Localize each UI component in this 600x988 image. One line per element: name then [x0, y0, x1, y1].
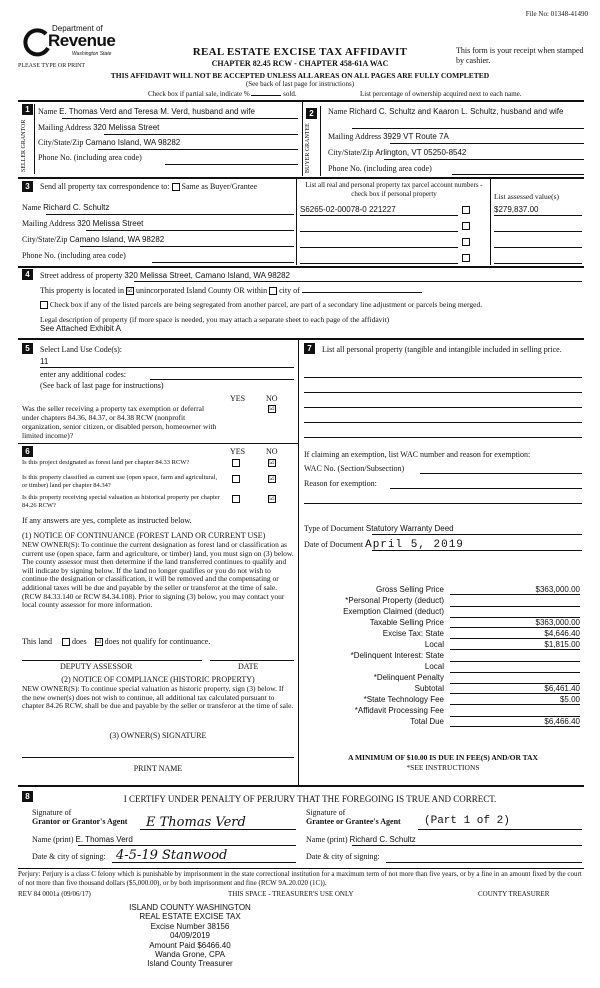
tax-row-value[interactable]	[450, 662, 580, 673]
grantor-date-field[interactable]: 4-5-19 Stanwood	[116, 848, 228, 863]
tax-row	[304, 629, 584, 640]
tax-row-label: Excise Tax: State	[382, 629, 444, 638]
does-label: does	[72, 637, 87, 646]
grantor-signature-label	[32, 808, 127, 826]
land-use-field[interactable]: 11	[40, 357, 49, 366]
tax-row	[304, 717, 584, 728]
forest-land-question: Is this project designated as forest land per chapter 84.33 RCW?	[22, 459, 190, 466]
tax-row-label: *Personal Property (deduct)	[345, 596, 444, 605]
street-address-label: Street address of property	[40, 271, 123, 280]
reason-field[interactable]	[390, 488, 582, 489]
tax-row	[304, 651, 584, 662]
stamp-line: Amount Paid $6466.40	[149, 940, 231, 950]
corr-name-label: Name	[22, 203, 42, 212]
unincorporated-label: unincorporated Island County OR within	[135, 286, 268, 295]
doc-date-field[interactable]: April 5, 2019	[365, 539, 464, 551]
dept-line1: Department of	[52, 24, 103, 33]
tax-row-value[interactable]: $6,466.40	[450, 717, 580, 727]
city-of-field[interactable]	[302, 292, 422, 293]
grantee-signature[interactable]: (Part 1 of 2)	[424, 815, 510, 827]
form-revision: REV 84 0001a (09/06/17)	[18, 890, 91, 898]
continuance-row	[22, 637, 210, 646]
additional-codes-label: enter any additional codes:	[40, 370, 126, 379]
tax-row-value[interactable]: $5.00	[450, 695, 580, 705]
sold-label: sold.	[283, 90, 297, 98]
unincorporated-checkbox[interactable]: ☑	[127, 288, 133, 295]
land-use-instructions: (See back of last page for instructions)	[40, 381, 164, 390]
qualify-label: qualify for continuance.	[133, 637, 211, 646]
tax-calculation-table	[304, 585, 584, 728]
treasurer-stamp	[110, 903, 270, 969]
corr-mail-label: Mailing Address	[22, 219, 76, 228]
buyer-mail-label: Mailing Address	[328, 132, 382, 141]
parcel-header: List all real and personal property tax parcel account numbers - check box if personal property	[305, 181, 483, 198]
county-treasurer-label: COUNTY TREASURER	[478, 890, 550, 898]
tax-row	[304, 596, 584, 607]
this-land-label: This land	[22, 637, 52, 646]
dept-line3: Washington State	[72, 51, 112, 57]
seller-city-row	[38, 138, 180, 147]
file-number: File No: 01348-41490	[525, 10, 588, 18]
corr-name-field[interactable]: Richard C. Schultz	[43, 203, 110, 212]
does-not-label: does not	[104, 637, 132, 646]
s6-yes-header: YES	[230, 447, 246, 456]
forest-yes-checkbox[interactable]	[232, 458, 240, 467]
seller-phone-label: Phone No. (including area code)	[38, 153, 142, 162]
assessor-date-label: DATE	[238, 662, 259, 671]
owner-signature-field[interactable]	[22, 757, 294, 758]
current-use-no-checkbox[interactable]: ☑	[269, 476, 275, 483]
personal-property-label: List all personal property (tangible and intangible included in selling price.	[322, 345, 562, 354]
tax-row-label: Total Due	[410, 717, 444, 726]
wac-field[interactable]	[420, 473, 582, 474]
seller-mail-field[interactable]: 320 Melissa Street	[93, 123, 160, 132]
send-correspondence-label: Send all property tax correspondence to:	[40, 182, 170, 191]
additional-codes-field[interactable]	[150, 379, 294, 380]
section-6-badge: 6	[22, 446, 33, 457]
tax-row-value[interactable]	[450, 706, 580, 717]
same-as-buyer-label: Same as Buyer/Grantee	[181, 182, 258, 191]
stamp-line: 04/09/2019	[169, 931, 211, 941]
personal-property-checkbox-3[interactable]	[462, 237, 470, 246]
street-address-row	[40, 271, 290, 280]
tax-row-value[interactable]	[450, 673, 580, 684]
reason-label: Reason for exemption:	[304, 479, 377, 488]
personal-property-checkbox-4[interactable]	[462, 253, 470, 262]
receipt-note: This form is your receipt when stamped by cashier.	[456, 46, 584, 65]
street-address-field[interactable]: 320 Melissa Street, Camano Island, WA 98282	[124, 271, 290, 280]
corr-city-row	[22, 235, 164, 244]
certify-statement: I CERTIFY UNDER PENALTY OF PERJURY THAT THE FOREGOING IS TRUE AND CORRECT.	[123, 794, 497, 804]
seller-phone-field[interactable]	[165, 164, 298, 165]
buyer-phone-label: Phone No. (including area code)	[328, 164, 432, 173]
notice-compliance-title: (2) NOTICE OF COMPLIANCE (HISTORIC PROPERTY)	[61, 675, 255, 684]
section-1-badge: 1	[22, 104, 33, 115]
if-any-yes-note: If any answers are yes, complete as instructed below.	[22, 516, 192, 525]
historical-yes-checkbox[interactable]	[232, 494, 240, 503]
exemption-question: Was the seller receiving a property tax exemption or deferral under chapters 84.36, 84.37, or 84.38 RCW (nonprofit organization, senior citizen, or disabled person, homeowner with limited income)?	[22, 404, 217, 440]
deputy-assessor-label: DEPUTY ASSESSOR	[60, 662, 133, 671]
tax-row	[304, 673, 584, 684]
tax-row-value[interactable]: $363,000.00	[450, 618, 580, 628]
tax-row-value[interactable]	[450, 596, 580, 607]
same-as-buyer-checkbox[interactable]	[172, 183, 180, 191]
corr-city-label: City/State/Zip	[22, 235, 68, 244]
buyer-city-field[interactable]: Arlington, VT 05250-8542	[375, 148, 467, 157]
tax-row	[304, 618, 584, 629]
corr-phone-label: Phone No. (including area code)	[22, 251, 126, 260]
print-name-label: PRINT NAME	[133, 764, 183, 773]
tax-row-label: Local	[424, 662, 444, 671]
city-of-label: city of	[279, 286, 300, 295]
doc-type-row	[304, 524, 454, 533]
buyer-name-field[interactable]: Richard C. Schultz and Kaaron L. Schultz, husband and wife	[349, 107, 564, 116]
tax-row-label: *State Technology Fee	[363, 695, 444, 704]
seller-name-label: Name	[38, 107, 58, 116]
buyer-grantee-label: BUYER GRANTEE	[305, 123, 311, 173]
tax-row-value[interactable]: $6,461.40	[450, 684, 580, 694]
owner-signature-label: (3) OWNER(S) SIGNATURE	[109, 731, 207, 740]
wac-label: WAC No. (Section/Subsection)	[304, 464, 405, 473]
grantee-sig-label-1: Signature of	[306, 808, 346, 817]
grantor-date-label: Date & city of signing:	[32, 852, 106, 861]
segregated-label: Check box if any of the listed parcels are being segregated from another parcel, are part of a secondary line adjustment or parcels being merged.	[49, 300, 483, 309]
notice-continuance-title: (1) NOTICE OF CONTINUANCE (FOREST LAND OR CURRENT USE)	[22, 531, 266, 540]
seller-city-label: City/State/Zip	[38, 138, 84, 147]
tax-row-label: Gross Selling Price	[375, 585, 444, 594]
stamp-line: Excise Number 38156	[150, 921, 230, 931]
tax-row-value[interactable]	[450, 607, 580, 618]
doc-type-label: Type of Document	[304, 524, 364, 533]
seller-grantor-label: SELLER GRANTOR	[21, 119, 27, 172]
personal-property-checkbox-1[interactable]	[462, 205, 470, 214]
grantee-signature-label	[306, 808, 401, 826]
segregated-row	[40, 300, 482, 309]
segregated-checkbox[interactable]	[40, 301, 48, 309]
please-type-note: PLEASE TYPE OR PRINT	[18, 63, 86, 69]
corr-phone-field[interactable]	[152, 262, 294, 263]
seller-city-field[interactable]: Camano Island, WA 98282	[85, 138, 181, 147]
legal-description-field[interactable]: See Attached Exhibit A	[40, 324, 121, 333]
tax-row	[304, 684, 584, 695]
tax-row	[304, 640, 584, 651]
seller-mail-row	[38, 123, 159, 132]
personal-property-checkbox-2[interactable]	[462, 221, 470, 230]
doc-date-label: Date of Document	[304, 540, 364, 549]
tax-row-label: *Affidavit Processing Fee	[354, 706, 444, 715]
tax-row-label: Taxable Selling Price	[369, 618, 444, 627]
department-of-revenue-logo	[22, 22, 132, 64]
perjury-note: Perjury: Perjury is a class C felony which is punishable by imprisonment in the state correctional institution for a maximum term of not more than five years, or by a fine in an amount fixed by the court of not more than five thousand dollars ($5,000.00), or by both imprisonment and fine (RCW 9A.20.020 (1C)).	[18, 870, 582, 887]
stamp-line: Wanda Grone, CPA	[155, 950, 225, 960]
buyer-name-label: Name	[328, 107, 348, 116]
stamp-line: Island County Treasurer	[147, 959, 233, 969]
seller-mail-label: Mailing Address	[38, 123, 92, 132]
buyer-name-row	[328, 107, 586, 117]
treasurer-use-label: THIS SPACE - TREASURER'S USE ONLY	[228, 890, 354, 898]
tax-row-label: Local	[424, 640, 444, 649]
buyer-mail-field[interactable]: 3929 VT Route 7A	[383, 132, 449, 141]
warning-banner: THIS AFFIDAVIT WILL NOT BE ACCEPTED UNLESS ALL AREAS ON ALL PAGES ARE FULLY COMPLETED	[110, 71, 490, 80]
grantor-sig-label-1: Signature of	[32, 808, 72, 817]
current-use-yes-checkbox[interactable]	[232, 474, 240, 483]
corr-name-row	[22, 203, 109, 212]
stamp-line: REAL ESTATE EXCISE TAX	[139, 912, 241, 922]
tax-row	[304, 695, 584, 706]
current-use-question: Is this property classified as current use (open space, farm and agricultural, or timber) land per chapter 84.34?	[22, 474, 218, 489]
form-subtitle: CHAPTER 82.45 RCW - CHAPTER 458-61A WAC	[211, 59, 389, 68]
s5-yes-header: YES	[230, 394, 246, 403]
historical-question: Is this property receiving special valuation as historical property per chapter 84.26 RCW?	[22, 494, 220, 509]
send-correspondence-row	[40, 182, 257, 191]
tax-row-value[interactable]	[450, 651, 580, 662]
tax-row-label: *Delinquent Interest: State	[350, 651, 444, 660]
tax-row	[304, 662, 584, 673]
buyer-city-label: City/State/Zip	[328, 148, 374, 157]
corr-mail-row	[22, 219, 143, 228]
partial-percent-field[interactable]	[251, 95, 281, 96]
tax-row	[304, 706, 584, 717]
partial-sale-label: Check box if partial sale, indicate %	[148, 90, 250, 98]
exemption-label: If claiming an exemption, list WAC number and reason for exemption:	[304, 450, 531, 459]
section-4-badge: 4	[22, 269, 33, 280]
notice-compliance-text: NEW OWNER(S): To continue special valuation as historic property, sign (3) below. If the new owner(s) does not wish to continue, all additional tax calculated pursuant to chapter 84.26 RCW, shall be due and payable by the seller or transferor at the time of sale.	[22, 684, 294, 711]
tax-row-label: Exemption Claimed (deduct)	[343, 607, 444, 616]
tax-row-label: *Delinquent Penalty	[373, 673, 444, 682]
tax-row-value[interactable]: $4,646.40	[450, 629, 580, 639]
city-of-checkbox[interactable]	[269, 287, 277, 295]
dept-line2: Revenue	[48, 31, 116, 50]
location-row	[40, 286, 422, 295]
corr-mail-field[interactable]: 320 Melissa Street	[77, 219, 144, 228]
partial-sale-row	[148, 90, 297, 98]
notice-continuance-text: NEW OWNER(S): To continue the current designation as forest land or classification as current use (open space, farm and agriculture, or timber) land, you must sign on (3) below. The county assessor must then determine if the land transferred continues to qualify and will indicate by signing below. If the land no longer qualifies or you do not wish to continue the designation or classification, it will be removed and the compensating or additional taxes will be due and payable by the seller or transferor at the time of sale. (RCW 84.33.140 or RCW 84.34.108). Prior to signing (3) below, you may contact your local county assessor for more information.	[22, 540, 294, 610]
grantor-name-label: Name (print)	[32, 835, 74, 844]
grantee-name-row	[306, 835, 416, 844]
parcel-number-1[interactable]: S6265-02-00078-0 221227	[300, 205, 396, 214]
assessed-value-1[interactable]: $279,837.00	[494, 205, 539, 214]
forest-no-checkbox[interactable]: ☑	[269, 460, 275, 467]
section-3-badge: 3	[22, 181, 33, 192]
grantor-name-field[interactable]: E. Thomas Verd	[75, 835, 133, 844]
tax-row-value[interactable]: $1,815.00	[450, 640, 580, 650]
buyer-city-row	[328, 148, 466, 157]
grantee-sig-label-2: Grantee or Grantee's Agent	[306, 817, 401, 826]
s6-no-header: NO	[266, 447, 278, 456]
section-8-badge: 8	[22, 791, 33, 802]
location-label: This property is located in	[40, 286, 124, 295]
grantee-name-label: Name (print)	[306, 835, 348, 844]
grantor-name-row	[32, 835, 133, 844]
minimum-fee-note: A MINIMUM OF $10.00 IS DUE IN FEE(S) AND/OR TAX	[348, 753, 538, 762]
form-title: REAL ESTATE EXCISE TAX AFFIDAVIT	[192, 46, 408, 58]
tax-row	[304, 607, 584, 618]
s5-no-header: NO	[266, 394, 278, 403]
tax-row-value[interactable]: $363,000.00	[450, 585, 580, 595]
seller-name-row	[38, 107, 255, 116]
seller-name-field[interactable]: E. Thomas Verd and Teresa M. Verd, husband and wife	[59, 107, 255, 116]
buyer-phone-field[interactable]	[452, 174, 584, 175]
grantee-name-field[interactable]: Richard C. Schultz	[349, 835, 416, 844]
grantor-signature[interactable]: E Thomas Verd	[146, 815, 246, 830]
section-5-badge: 5	[22, 343, 33, 354]
grantor-sig-label-2: Grantor or Grantor's Agent	[32, 817, 128, 826]
grantee-date-label: Date & city of signing:	[306, 852, 380, 861]
tax-row-label: Subtotal	[414, 684, 444, 693]
instructions-note: (See back of last page for instructions)	[245, 80, 355, 88]
doc-type-field[interactable]: Statutory Warranty Deed	[365, 524, 454, 533]
section-2-badge: 2	[306, 108, 317, 119]
ownership-note: List percentage of ownership acquired next to each name.	[360, 90, 522, 98]
land-use-label: Select Land Use Code(s):	[40, 345, 122, 354]
exemption-no-checkbox[interactable]: ☑	[269, 406, 275, 413]
tax-row	[304, 585, 584, 596]
historical-no-checkbox[interactable]: ☑	[269, 496, 275, 503]
does-not-checkbox[interactable]: ☑	[95, 639, 102, 646]
grantee-date-field[interactable]	[386, 862, 582, 863]
assessed-header: List assessed value(s)	[494, 192, 559, 201]
buyer-mail-row	[328, 132, 449, 141]
corr-city-field[interactable]: Camano Island, WA 98282	[69, 235, 165, 244]
legal-description-label: Legal description of property (if more space is needed, you may attach a separate sheet to each page of the affidavit)	[40, 315, 390, 324]
stamp-line: ISLAND COUNTY WASHINGTON	[129, 903, 251, 912]
does-checkbox[interactable]	[62, 638, 70, 646]
section-7-badge: 7	[304, 343, 315, 354]
see-instructions-note: *SEE INSTRUCTIONS	[406, 763, 480, 772]
